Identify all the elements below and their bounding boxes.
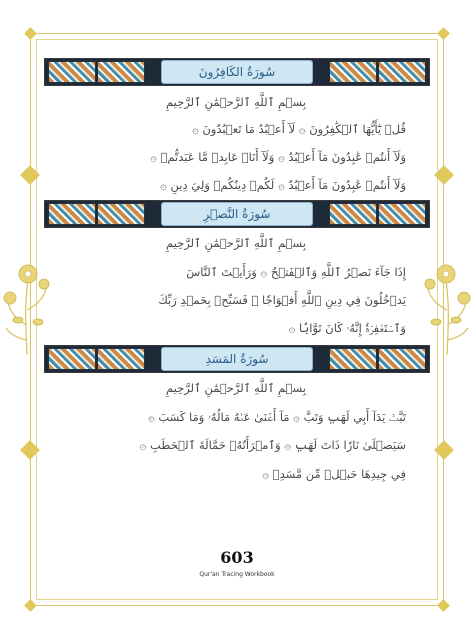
flower-ornament-left (2, 250, 52, 360)
ornament-tile (329, 61, 377, 83)
verse-line: إِذَا جَآءَ نَصۡرُ ٱللَّهِ وَٱلۡفَتۡحُ ۞ وَرَأَيۡتَ ٱلنَّاسَ (186, 265, 406, 279)
surah-title: سُورَةُ المَسَدِ (205, 352, 269, 366)
verse-line: سَيَصۡلَىٰ نَارٗا ذَاتَ لَهَبٖ ۞ وَٱمۡرَأَتُهُۥ حَمَّالَةَ ٱلۡحَطَبِ ۞ (139, 438, 406, 452)
ornament-tile (378, 61, 426, 83)
basmala: بِسۡمِ ٱللَّهِ ٱلرَّحۡمَٰنِ ٱلرَّحِيمِ (165, 236, 307, 250)
surah-banner-3 (44, 345, 430, 373)
surah-title: سُورَةُ الكَافِرُونَ (198, 65, 276, 79)
verse-line: وَلَآ أَنتُمۡ عَٰبِدُونَ مَآ أَعۡبُدُ ۞ لَكُمۡ دِينُكُمۡ وَلِيَ دِينِ ۞ (160, 178, 406, 192)
ornament-tile (48, 61, 96, 83)
basmala: بِسۡمِ ٱللَّهِ ٱلرَّحۡمَٰنِ ٱلرَّحِيمِ (165, 381, 307, 395)
page-number: 603 (220, 548, 254, 567)
surah-title-box (161, 347, 313, 371)
surah-title-box (161, 60, 313, 84)
surah-banner-1 (44, 58, 430, 86)
verse-line: وَلَآ أَنتُمۡ عَٰبِدُونَ مَآ أَعۡبُدُ ۞ وَلَآ أَنَا۠ عَابِدٞ مَّا عَبَدتُّمۡ ۞ (150, 150, 406, 164)
flower-ornament-right (422, 250, 472, 360)
ornament-tile (378, 348, 426, 370)
ornament-tile (329, 203, 377, 225)
verse-line: فِي جِيدِهَا حَبۡلٞ مِّن مَّسَدِۭ ۞ (262, 467, 406, 481)
verse-line: وَٱسۡتَغۡفِرۡهُۚ إِنَّهُۥ كَانَ تَوَّابَۢا ۞ (288, 321, 406, 335)
ornament-tile (97, 61, 145, 83)
ornament-tile (329, 348, 377, 370)
workbook-footer: Qur'an Tracing Workbook (199, 571, 275, 578)
ornament-tile (48, 348, 96, 370)
surah-banner-2 (44, 200, 430, 228)
ornament-tile (97, 348, 145, 370)
ornament-tile (378, 203, 426, 225)
ornament-tile (48, 203, 96, 225)
surah-title-box (161, 202, 313, 226)
surah-title: سُورَةُ النَّصۡرِ (203, 207, 271, 221)
verse-line: قُلۡ يَٰٓأَيُّهَا ٱلۡكَٰفِرُونَ ۞ لَآ أَعۡبُدُ مَا تَعۡبُدُونَ ۞ (191, 122, 406, 136)
basmala: بِسۡمِ ٱللَّهِ ٱلرَّحۡمَٰنِ ٱلرَّحِيمِ (165, 95, 307, 109)
verse-line: تَبَّتۡ يَدَآ أَبِي لَهَبٖ وَتَبَّ ۞ مَآ أَغۡنَىٰ عَنۡهُ مَالُهُۥ وَمَا كَسَبَ ۞ (147, 410, 406, 424)
verse-line: يَدۡخُلُونَ فِي دِينِ ٱللَّهِ أَفۡوَاجٗا ۞ فَسَبِّحۡ بِحَمۡدِ رَبِّكَ (158, 293, 406, 307)
ornament-tile (97, 203, 145, 225)
